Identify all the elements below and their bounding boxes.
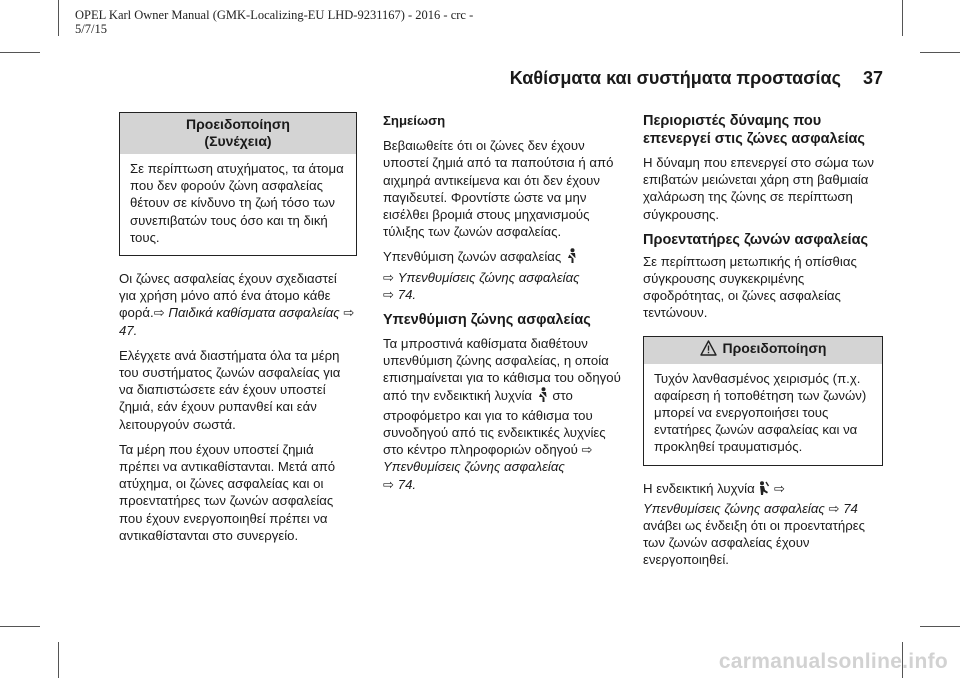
reference-arrow-icon: ⇨ xyxy=(774,480,786,496)
note-title: Σημείωση xyxy=(383,113,446,128)
warning-box xyxy=(643,336,883,466)
subsection-heading: Προεντατήρες ζωνών ασφαλείας xyxy=(643,231,869,248)
reference-arrow-icon: ⇨ xyxy=(153,305,165,321)
cross-reference-link[interactable]: Υπενθυμίσεις ζώνης ασφαλείας xyxy=(383,459,565,475)
cross-reference-page[interactable]: 74 xyxy=(843,500,858,516)
paragraph-single-occupant: Οι ζώνες ασφαλείας έχουν σχεδιαστεί για χρήση μόνο από ένα άτομο κάθε φορά.⇨ Παιδικά καθίσματα ασφαλείας ⇨ 47. xyxy=(119,271,355,338)
column-1 xyxy=(119,112,357,552)
reference-arrow-icon: ⇨ xyxy=(343,305,355,321)
reference-arrow-icon: ⇨ xyxy=(383,286,395,302)
warning-title: Προειδοποίηση (Συνέχεια) xyxy=(120,113,356,154)
pretensioner-icon xyxy=(758,481,770,500)
section-heading: Περιοριστές δύναμης που επενεργεί στις ζώνες ασφαλείας xyxy=(643,113,865,147)
column-3 xyxy=(643,112,883,577)
section-body: Τα μπροστινά καθίσματα διαθέτουν υπενθύμιση ζώνης ασφαλείας, η οποία επισημαίνεται για το κάθισμα του οδηγού από την ενδεικτική λυχνία στο στροφόμετρο και για το κάθισμα του συνοδηγού από τις ενδεικτικές λυχνίες στο κέντρο πληροφοριών οδηγού ⇨ Υπενθυμίσεις ζώνης ασφαλείας ⇨ 74. xyxy=(383,336,621,492)
crop-mark xyxy=(0,626,40,627)
watermark: carmanualsonline.info xyxy=(718,650,948,673)
subsection-body: Σε περίπτωση μετωπικής ή οπίσθιας σύγκρουσης συγκεκριμένης σφοδρότητας, οι ζώνες ασφαλείας τεντώνουν. xyxy=(643,253,857,321)
column-2 xyxy=(383,112,621,501)
warning-text: Σε περίπτωση ατυχήματος, τα άτομα που δεν φορούν ζώνη ασφαλείας θέτουν σε κίνδυνο τη ζωή τόσο των συνεπιβατών τους όσο και τη δική τους. xyxy=(130,161,344,245)
warning-text: Τυχόν λανθασμένος χειρισμός (π.χ. αφαίρεση ή τοποθέτηση των ζωνών) μπορεί να ενεργοποιήσει τους εντατήρες ζωνών ασφαλείας και να προκληθεί τραυματισμός. xyxy=(654,370,867,455)
paragraph-reminder-ref: Υπενθύμιση ζωνών ασφαλείας ⇨ Υπενθυμίσεις ζώνης ασφαλείας ⇨ 74. xyxy=(383,249,580,302)
meta-line-2: 5/7/15 xyxy=(75,22,107,36)
paragraph-inspection: Ελέγχετε ανά διαστήματα όλα τα μέρη του συστήματος ζωνών ασφαλείας για να διαπιστώσετε εάν έχουν υποστεί ζημιά, εάν έχουν ρυπανθεί και εάν λειτουργούν σωστά. xyxy=(119,347,341,432)
warning-title: Προειδοποίηση xyxy=(644,337,882,364)
cross-reference-link[interactable]: Υπενθυμίσεις ζώνης ασφαλείας xyxy=(643,500,825,516)
cross-reference-page[interactable]: 47. xyxy=(119,322,138,338)
document-meta xyxy=(75,8,595,36)
reference-arrow-icon: ⇨ xyxy=(383,476,395,492)
crop-mark xyxy=(58,0,59,36)
warning-triangle-icon xyxy=(700,340,717,360)
paragraph-replacement: Τα μέρη που έχουν υποστεί ζημιά πρέπει να αντικαθίστανται. Μετά από ατύχημα, οι ζώνες ασφαλείας και οι προεντατήρες των ζωνών ασφαλείας που έχουν ενεργοποιηθεί πρέπει να αντικαθίστανται στο συνεργείο. xyxy=(119,441,336,543)
meta-line-1: OPEL Karl Owner Manual (GMK-Localizing-EU LHD-9231167) - 2016 - crc - xyxy=(75,8,474,22)
cross-reference-link[interactable]: Υπενθυμίσεις ζώνης ασφαλείας xyxy=(397,269,580,285)
reference-arrow-icon: ⇨ xyxy=(581,442,593,458)
reference-arrow-icon: ⇨ xyxy=(828,500,840,516)
note-text: Βεβαιωθείτε ότι οι ζώνες δεν έχουν υποστεί ζημιά από τα παπούτσια ή από αιχμηρά αντικείμενα και ότι δεν έχουν παγιδευτεί. Φροντίστε ώστε να μην εισέλθει βρομιά στους μηχανισμούς τύλιξης των ζωνών ασφαλείας. xyxy=(383,138,614,240)
section-body: Η δύναμη που επενεργεί στο σώμα των επιβατών μειώνεται χάρη στη βαθμιαία χαλάρωση της ζώνης σε περίπτωση σύγκρουσης. xyxy=(643,155,874,222)
page-header xyxy=(500,68,883,89)
crop-mark xyxy=(920,626,960,627)
section-title: Καθίσματα και συστήματα προστασίας xyxy=(509,68,841,88)
cross-reference-page[interactable]: 74. xyxy=(397,476,417,492)
crop-mark xyxy=(920,52,960,53)
reference-arrow-icon: ⇨ xyxy=(383,269,395,285)
section-heading: Υπενθύμιση ζώνης ασφαλείας xyxy=(383,312,591,329)
cross-reference-link[interactable]: Παιδικά καθίσματα ασφαλείας xyxy=(168,305,340,321)
crop-mark xyxy=(0,52,40,53)
seatbelt-reminder-icon xyxy=(536,387,549,407)
seatbelt-reminder-icon xyxy=(565,248,578,268)
crop-mark xyxy=(58,642,59,678)
cross-reference-page[interactable]: 74. xyxy=(397,286,417,302)
paragraph-pretensioner-lamp: Η ενδεικτική λυχνία ⇨ Υπενθυμίσεις ζώνης ασφαλείας ⇨ 74 ανάβει ως ένδειξη ότι οι προεντατήρες των ζωνών ασφαλείας έχουν ενεργοποιηθεί. xyxy=(643,480,865,568)
page-number: 37 xyxy=(862,68,883,88)
crop-mark xyxy=(902,0,903,36)
warning-box-continued xyxy=(119,112,357,256)
